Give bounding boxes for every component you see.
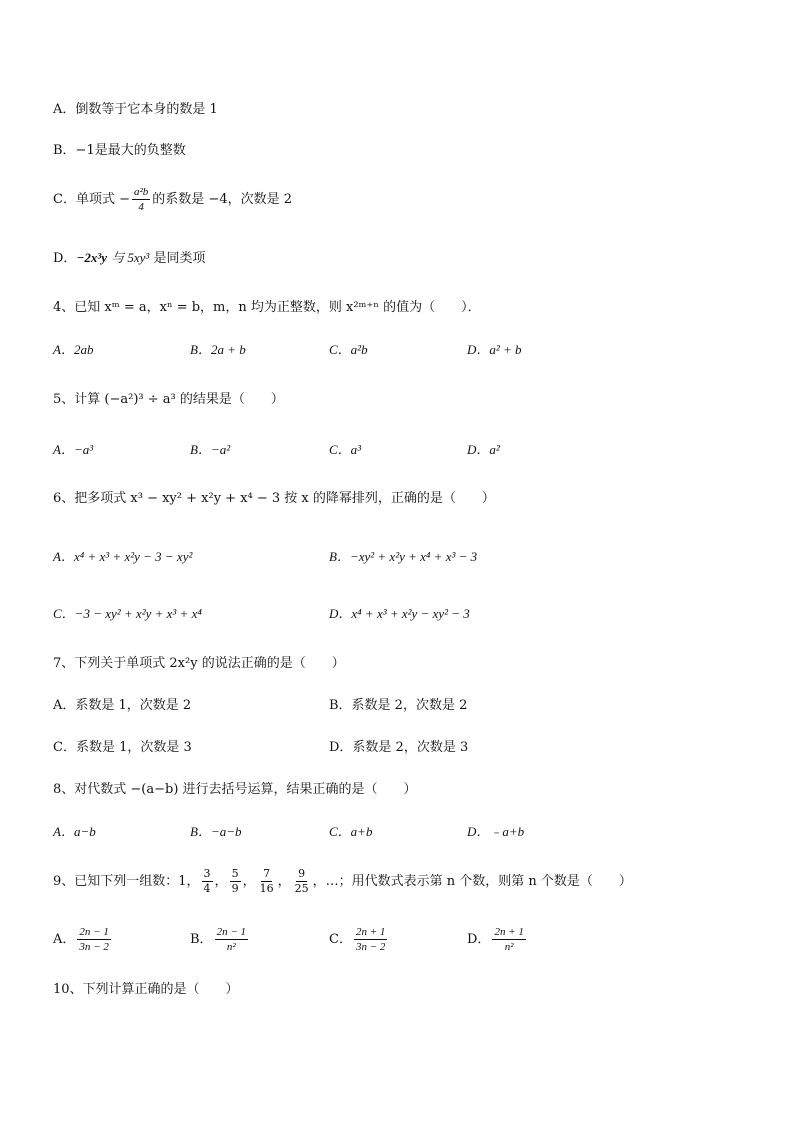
option-label: A． [53,932,76,947]
fraction-denominator: n² [504,941,514,953]
q7-option-a[interactable]: A．系数是 1，次数是 2 [53,698,192,713]
fraction-numerator: 2n + 1 [355,926,386,938]
q8-option-a[interactable]: A．a−b [53,824,96,839]
q5-option-d[interactable]: D．a² [467,442,500,457]
fraction-denominator: 16 [259,882,274,895]
option-label: D． [467,932,491,947]
q9-option-b-fraction [215,925,248,954]
q7-option-d[interactable]: D．系数是 2，次数是 3 [329,740,469,755]
fraction-numerator: 2n − 1 [79,926,109,938]
q9-option-a[interactable] [53,922,113,958]
fraction-denominator: n² [226,941,236,953]
fraction-denominator: 25 [294,882,309,895]
q5-stem: 5、计算 (−a²)³ ÷ a³ 的结果是（ ） [53,392,284,407]
fraction-numerator: 2n + 1 [494,926,524,938]
q7-stem: 7、下列关于单项式 2x²y 的说法正确的是（ ） [53,656,345,671]
q9-fraction-1 [202,867,213,896]
fraction-numerator: 7 [263,867,271,880]
q9-option-c[interactable] [329,922,389,958]
fraction-numerator: 2n − 1 [216,926,246,938]
q6-option-c[interactable]: C．−3 − xy² + x²y + x³ + x⁴ [53,606,202,621]
q3-option-c-suffix: 的系数是 −4，次数是 2 [152,192,292,207]
q3-option-b: B．−1是最大的负整数 [53,143,186,158]
fraction-denominator: 4 [138,201,144,213]
fraction-numerator: 9 [298,867,306,880]
q8-option-d[interactable]: D．﹣a+b [467,824,525,839]
q3-option-d-mid: 与 5xy³ [111,250,150,265]
q3-option-d-suffix: 是同类项 [153,251,206,266]
q6-stem: 6、把多项式 x³ − xy² + x²y + x⁴ − 3 按 x 的降幂排列，正确的是（ ） [53,491,495,506]
q3-option-d-prefix: D． [53,251,77,266]
q9-fraction-4 [293,867,311,896]
q3-option-d-expr: −2x³y [76,250,107,265]
q8-stem: 8、对代数式 −(a−b) 进行去括号运算，结果正确的是（ ） [53,782,417,797]
q4-stem: 4、已知 xᵐ = a，xⁿ = b，m，n 均为正整数，则 x²ᵐ⁺ⁿ 的值为（ ）． [53,300,481,315]
q9-stem-prefix: 9、已知下列一组数：1， [53,874,200,889]
q5-option-c[interactable]: C．a³ [329,442,362,457]
q8-option-b[interactable]: B．−a−b [190,824,242,839]
q9-option-b[interactable] [190,922,250,958]
q7-option-c[interactable]: C．系数是 1，次数是 3 [53,740,192,755]
q9-option-d[interactable] [467,922,528,958]
q10-stem: 10、下列计算正确的是（ ） [53,982,239,997]
q3-option-d [53,248,205,269]
q9-stem-suffix: ，…；用代数式表示第 n 个数，则第 n 个数是（ ） [312,874,632,889]
q4-option-b[interactable]: B．2a + b [190,342,246,357]
fraction-denominator: 3n − 2 [355,941,386,953]
q6-option-d[interactable]: D．x⁴ + x³ + x²y − xy² − 3 [329,606,470,621]
q6-option-b[interactable]: B．−xy² + x²y + x⁴ + x³ − 3 [329,549,478,564]
option-label: B． [190,932,213,947]
fraction-denominator: 4 [203,882,211,895]
q9-option-d-fraction [492,925,525,954]
q5-option-b[interactable]: B．−a² [190,442,231,457]
option-label: C． [329,932,352,947]
q8-option-c[interactable]: C．a+b [329,824,373,839]
q3-option-a: A．倒数等于它本身的数是 1 [53,102,218,117]
q4-option-d[interactable]: D．a² + b [467,342,522,357]
q5-option-a[interactable]: A．−a³ [53,442,94,457]
q9-stem: 9、已知下列一组数：1， $\frac{3}{4}$ ， $\frac{5}{9}$ ， $\frac{7}{16}$ ， $\frac{9}{25}$ ，…；用代数式表示第 n 个数，则第 n 个数是（ ） [53,867,632,895]
fraction-numerator: 3 [203,867,211,880]
q9-option-c-fraction [354,925,387,954]
q6-option-a[interactable]: A．x⁴ + x³ + x²y − 3 − xy² [53,549,193,564]
fraction-denominator: 3n − 2 [79,941,109,953]
q3-option-c [53,185,292,214]
q7-option-b[interactable]: B．系数是 2，次数是 2 [329,698,468,713]
q3-option-c-fraction [132,185,150,214]
q9-fraction-2 [230,867,241,896]
fraction-denominator: 9 [231,882,239,895]
fraction-numerator: 5 [231,867,239,880]
q9-option-a-fraction [77,925,110,954]
q4-option-c[interactable]: C．a²b [329,342,368,357]
fraction-numerator: a²b [133,186,149,198]
q4-option-a[interactable]: A．2ab [53,342,94,357]
q3-option-c-prefix: C．单项式 − [53,192,130,207]
q9-fraction-3 [258,867,276,896]
